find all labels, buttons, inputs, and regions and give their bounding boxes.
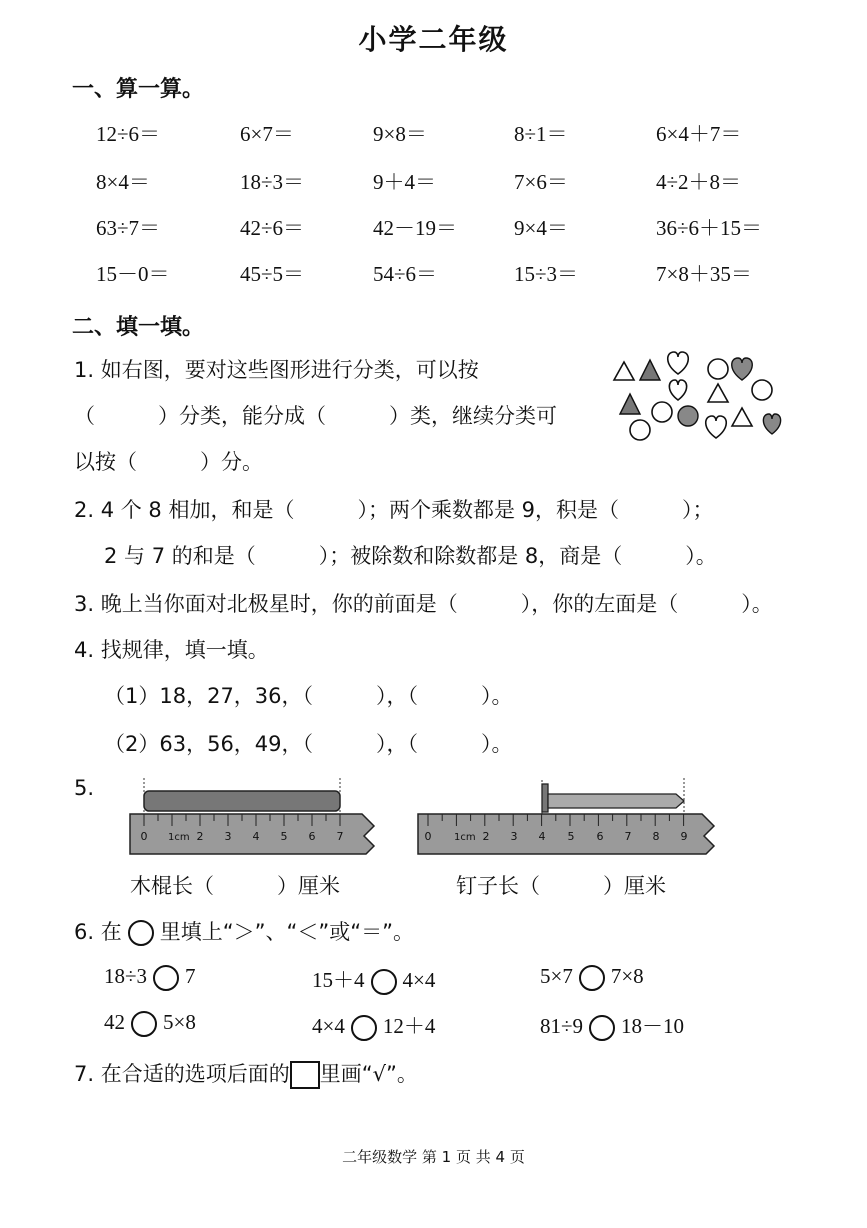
stick-shape (144, 791, 340, 811)
heart-outline-shape (669, 380, 686, 400)
compare-item (312, 964, 435, 995)
compare-circle-input[interactable] (579, 965, 605, 991)
heart-filled-shape (732, 358, 753, 380)
compare-left: 81÷9 (540, 1014, 584, 1038)
compare-item (540, 1010, 684, 1041)
q7-label-post: 里画“√”。 (319, 1062, 418, 1086)
nail-length-caption: 钉子长（ ）厘米 (456, 874, 666, 898)
nail-head-shape (542, 784, 548, 812)
stick-length-caption: 木棍长（ ）厘米 (130, 874, 340, 898)
circle-outline-shape (630, 420, 650, 440)
ruler-tick-label: 5 (567, 830, 575, 843)
compare-left: 15＋4 (312, 968, 365, 992)
calc-item: 15÷3＝ (514, 262, 579, 286)
q4-label: 4. 找规律，填一填。 (74, 638, 269, 662)
ruler-tick-label: 7 (624, 830, 632, 843)
compare-right: 5×8 (163, 1010, 196, 1034)
triangle-filled-shape (640, 360, 660, 380)
compare-right: 7 (185, 964, 196, 988)
ruler-tick-label: 0 (140, 830, 148, 843)
q6-label-pre: 6. 在 (74, 920, 122, 944)
ruler-tick-label: 6 (308, 830, 316, 843)
calc-item: 7×8＋35＝ (656, 262, 752, 286)
ruler-tick-label: 2 (196, 830, 204, 843)
q6-label-post: 里填上“＞”、“＜”或“＝”。 (159, 920, 414, 944)
ruler-tick-label: 6 (596, 830, 604, 843)
calc-item: 15－0＝ (96, 262, 170, 286)
calc-item: 18÷3＝ (240, 170, 305, 194)
q1-line1: 1. 如右图，要对这些图形进行分类，可以按 (74, 358, 479, 382)
compare-left: 5×7 (540, 964, 573, 988)
compare-item (540, 964, 644, 991)
ruler-unit-label: 1cm (168, 832, 190, 843)
compare-circle-input[interactable] (589, 1015, 615, 1041)
nail-ruler-figure (414, 774, 718, 856)
calc-item: 6×4＋7＝ (656, 122, 742, 146)
q1-line2: （ ）分类，能分成（ ）类，继续分类可 (74, 404, 557, 428)
calc-item: 63÷7＝ (96, 216, 161, 240)
heart-filled-shape (763, 414, 780, 434)
q2-line1: 2. 4 个 8 相加，和是（ ）；两个乘数都是 9，积是（ ）； (74, 498, 714, 522)
calc-item: 4÷2＋8＝ (656, 170, 742, 194)
page-title: 小学二年级 (358, 23, 509, 56)
calc-item: 54÷6＝ (373, 262, 438, 286)
q1-line3: 以按（ ）分。 (74, 450, 263, 474)
calc-item: 8÷1＝ (514, 122, 568, 146)
circle-filled-shape (678, 406, 698, 426)
triangle-outline-shape (614, 362, 634, 380)
calc-item: 42÷6＝ (240, 216, 305, 240)
compare-right: 18－10 (621, 1014, 685, 1038)
ruler-tick-label: 4 (538, 830, 546, 843)
compare-circle-input[interactable] (351, 1015, 377, 1041)
checkbox-square-icon (290, 1061, 320, 1089)
calc-item: 6×7＝ (240, 122, 294, 146)
calc-item: 9×8＝ (373, 122, 427, 146)
ruler-tick-label: 2 (482, 830, 490, 843)
triangle-filled-shape (620, 394, 640, 414)
calc-item: 8×4＝ (96, 170, 150, 194)
shapes-figure (604, 344, 794, 444)
compare-item (312, 1010, 435, 1041)
circle-outline-shape (752, 380, 772, 400)
ruler-tick-label: 4 (252, 830, 260, 843)
ruler-tick-label: 7 (336, 830, 344, 843)
calc-item: 9×4＝ (514, 216, 568, 240)
compare-circle-input[interactable] (371, 969, 397, 995)
heart-outline-shape (668, 352, 689, 374)
q7-label (74, 1058, 418, 1089)
ruler-tick-label: 0 (424, 830, 432, 843)
q3-text: 3. 晚上当你面对北极星时，你的前面是（ ），你的左面是（ ）。 (74, 592, 773, 616)
compare-circle-input[interactable] (131, 1011, 157, 1037)
compare-item (104, 1010, 196, 1037)
compare-left: 4×4 (312, 1014, 345, 1038)
q4-pattern-2: （2）63，56，49，（ ），（ ）。 (104, 732, 513, 756)
q4-pattern-1: （1）18，27，36，（ ），（ ）。 (104, 684, 513, 708)
q2-line2: 2 与 7 的和是（ ）；被除数和除数都是 8，商是（ ）。 (104, 544, 717, 568)
calc-item: 45÷5＝ (240, 262, 305, 286)
compare-left: 42 (104, 1010, 125, 1034)
compare-right: 12＋4 (382, 1014, 436, 1038)
triangle-outline-shape (732, 408, 752, 426)
triangle-outline-shape (708, 384, 728, 402)
calc-item: 7×6＝ (514, 170, 568, 194)
compare-circle-icon (128, 920, 154, 946)
heart-outline-shape (706, 416, 727, 438)
compare-circle-input[interactable] (153, 965, 179, 991)
calc-item: 9＋4＝ (373, 170, 436, 194)
stick-ruler-figure (126, 774, 378, 856)
ruler-unit-label: 1cm (454, 832, 476, 843)
q5-label: 5. (74, 776, 95, 800)
ruler-tick-label: 3 (224, 830, 232, 843)
section-1-heading: 一、算一算。 (72, 77, 205, 102)
section-2-heading: 二、填一填。 (72, 315, 205, 340)
compare-left: 18÷3 (104, 964, 148, 988)
compare-right: 7×8 (610, 964, 644, 988)
calc-item: 36÷6＋15＝ (656, 216, 763, 240)
nail-shape (548, 794, 684, 808)
calc-item: 42－19＝ (373, 216, 457, 240)
calc-item: 12÷6＝ (96, 122, 161, 146)
ruler-tick-label: 3 (510, 830, 518, 843)
circle-outline-shape (652, 402, 672, 422)
circle-outline-shape (708, 359, 728, 379)
compare-item (104, 964, 196, 991)
q7-label-pre: 7. 在合适的选项后面的 (74, 1062, 290, 1086)
ruler-tick-label: 8 (652, 830, 660, 843)
q6-label (74, 916, 414, 946)
compare-right: 4×4 (402, 968, 436, 992)
ruler-tick-label: 5 (280, 830, 288, 843)
page-footer: 二年级数学 第 1 页 共 4 页 (342, 1148, 525, 1166)
ruler-tick-label: 9 (680, 830, 688, 843)
